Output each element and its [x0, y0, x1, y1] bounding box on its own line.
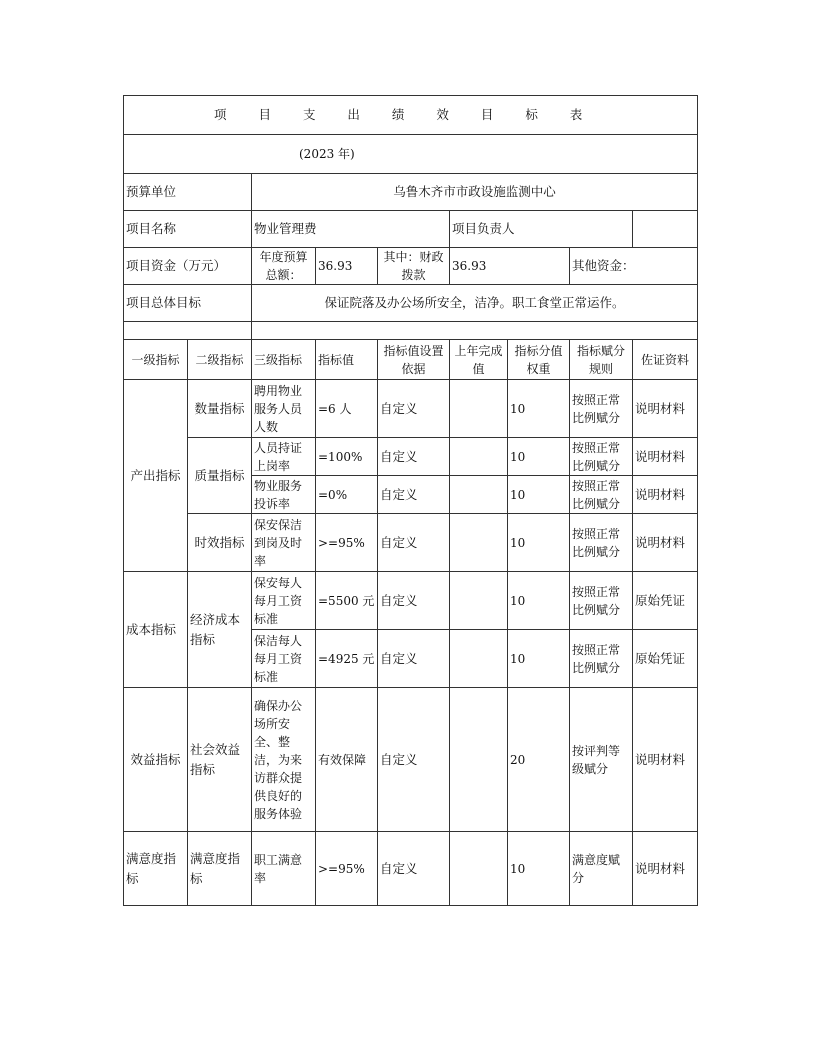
indicator-value: >=95% — [316, 832, 378, 906]
overall-goal-value: 保证院落及办公场所安全，洁净。职工食堂正常运作。 — [252, 285, 698, 322]
table-row — [124, 380, 698, 438]
header-level3: 三级指标 — [252, 340, 316, 380]
evidence-cell: 说明材料 — [633, 688, 698, 832]
level2-timeliness: 时效指标 — [188, 514, 252, 572]
evidence-cell: 说明材料 — [633, 514, 698, 572]
performance-target-form — [123, 95, 697, 906]
weight-cell: 10 — [508, 514, 570, 572]
level2-social: 社会效益指标 — [188, 688, 252, 832]
budget-unit-value: 乌鲁木齐市市政设施监测中心 — [252, 174, 698, 211]
header-basis: 指标值设置依据 — [378, 340, 450, 380]
basis-cell: 自定义 — [378, 380, 450, 438]
rule-cell: 满意度赋分 — [570, 832, 633, 906]
table-row — [124, 514, 698, 572]
weight-cell: 10 — [508, 630, 570, 688]
prev-cell — [450, 514, 508, 572]
basis-cell: 自定义 — [378, 572, 450, 630]
prev-cell — [450, 630, 508, 688]
rule-cell: 按照正常比例赋分 — [570, 514, 633, 572]
basis-cell: 自定义 — [378, 514, 450, 572]
level3-cell: 保洁每人每月工资标准 — [252, 630, 316, 688]
evidence-cell: 原始凭证 — [633, 630, 698, 688]
rule-cell: 按照正常比例赋分 — [570, 476, 633, 514]
level1-benefit: 效益指标 — [124, 688, 188, 832]
weight-cell: 10 — [508, 832, 570, 906]
fiscal-allocation-label: 其中：财政拨款 — [378, 248, 450, 285]
funding-label: 项目资金（万元） — [124, 248, 252, 285]
rule-cell: 按照正常比例赋分 — [570, 630, 633, 688]
header-weight: 指标分值权重 — [508, 340, 570, 380]
indicator-value: =4925 元 — [316, 630, 378, 688]
level3-cell: 物业服务投诉率 — [252, 476, 316, 514]
level3-cell: 确保办公场所安全、整洁，为来访群众提供良好的服务体验 — [252, 688, 316, 832]
prev-cell — [450, 572, 508, 630]
other-funds-label: 其他资金： — [570, 248, 698, 285]
weight-cell: 10 — [508, 476, 570, 514]
weight-cell: 10 — [508, 572, 570, 630]
annual-budget-label: 年度预算总额： — [252, 248, 316, 285]
header-level2: 二级指标 — [188, 340, 252, 380]
form-year: (2023 年) — [124, 135, 698, 174]
form-title: 项 目 支 出 绩 效 目 标 表 — [124, 96, 698, 135]
rule-cell: 按评判等级赋分 — [570, 688, 633, 832]
level2-satisfaction: 满意度指标 — [188, 832, 252, 906]
basis-cell: 自定义 — [378, 832, 450, 906]
table-row — [124, 572, 698, 630]
indicator-value: =6 人 — [316, 380, 378, 438]
level3-cell: 职工满意率 — [252, 832, 316, 906]
prev-cell — [450, 380, 508, 438]
table-row — [124, 688, 698, 832]
indicator-value: =0% — [316, 476, 378, 514]
basis-cell: 自定义 — [378, 688, 450, 832]
weight-cell: 20 — [508, 688, 570, 832]
spacer-cell — [252, 322, 698, 340]
annual-budget-value: 36.93 — [316, 248, 378, 285]
rule-cell: 按照正常比例赋分 — [570, 380, 633, 438]
project-name-value: 物业管理费 — [252, 211, 450, 248]
indicator-value: =5500 元 — [316, 572, 378, 630]
evidence-cell: 说明材料 — [633, 438, 698, 476]
weight-cell: 10 — [508, 438, 570, 476]
evidence-cell: 说明材料 — [633, 380, 698, 438]
level3-cell: 保安每人每月工资标准 — [252, 572, 316, 630]
level2-quantity: 数量指标 — [188, 380, 252, 438]
level1-output: 产出指标 — [124, 380, 188, 572]
evidence-cell: 说明材料 — [633, 832, 698, 906]
rule-cell: 按照正常比例赋分 — [570, 438, 633, 476]
level1-satisfaction: 满意度指标 — [124, 832, 188, 906]
indicator-value: =100% — [316, 438, 378, 476]
basis-cell: 自定义 — [378, 438, 450, 476]
prev-cell — [450, 688, 508, 832]
header-prev: 上年完成值 — [450, 340, 508, 380]
header-value: 指标值 — [316, 340, 378, 380]
level3-cell: 人员持证上岗率 — [252, 438, 316, 476]
header-level1: 一级指标 — [124, 340, 188, 380]
project-name-label: 项目名称 — [124, 211, 252, 248]
fiscal-allocation-value: 36.93 — [450, 248, 570, 285]
rule-cell: 按照正常比例赋分 — [570, 572, 633, 630]
performance-table — [123, 95, 698, 906]
prev-cell — [450, 832, 508, 906]
level1-cost: 成本指标 — [124, 572, 188, 688]
indicator-value: 有效保障 — [316, 688, 378, 832]
table-row — [124, 832, 698, 906]
header-evidence: 佐证资料 — [633, 340, 698, 380]
level3-cell: 保安保洁到岗及时率 — [252, 514, 316, 572]
header-rule: 指标赋分规则 — [570, 340, 633, 380]
level3-cell: 聘用物业服务人员人数 — [252, 380, 316, 438]
spacer-cell — [124, 322, 252, 340]
level2-economic: 经济成本指标 — [188, 572, 252, 688]
weight-cell: 10 — [508, 380, 570, 438]
basis-cell: 自定义 — [378, 630, 450, 688]
basis-cell: 自定义 — [378, 476, 450, 514]
table-row — [124, 438, 698, 476]
indicator-value: >=95% — [316, 514, 378, 572]
budget-unit-label: 预算单位 — [124, 174, 252, 211]
evidence-cell: 说明材料 — [633, 476, 698, 514]
level2-quality: 质量指标 — [188, 438, 252, 514]
evidence-cell: 原始凭证 — [633, 572, 698, 630]
prev-cell — [450, 438, 508, 476]
project-leader-label: 项目负责人 — [450, 211, 633, 248]
prev-cell — [450, 476, 508, 514]
overall-goal-label: 项目总体目标 — [124, 285, 252, 322]
project-leader-value — [633, 211, 698, 248]
